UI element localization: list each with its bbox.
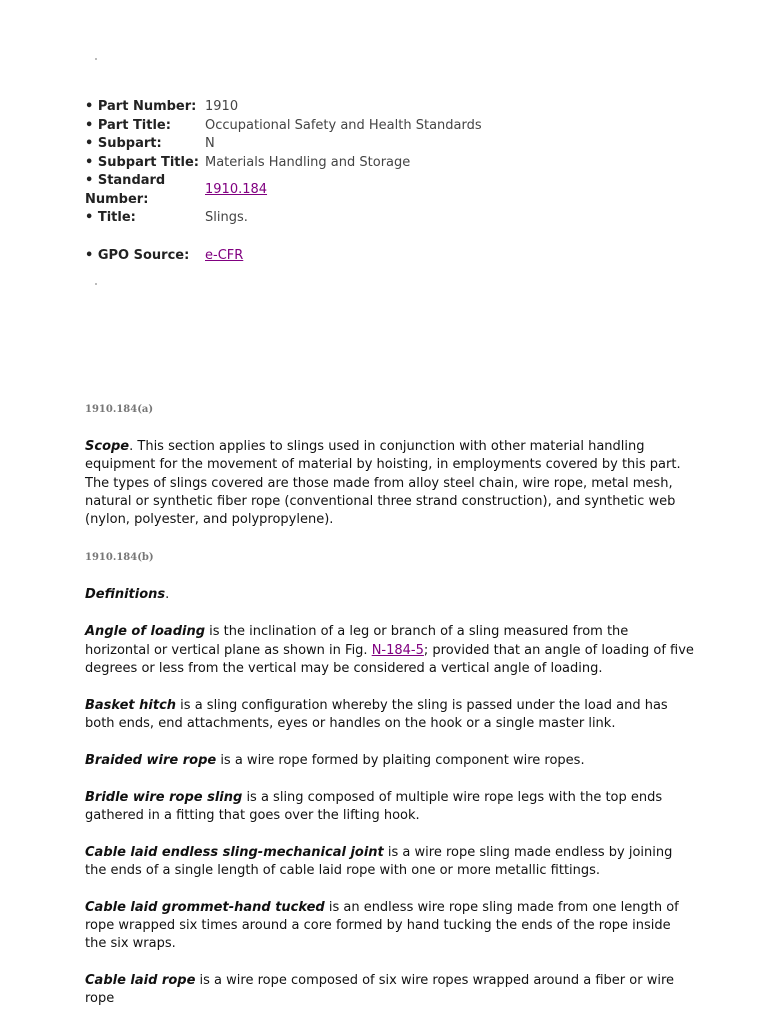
- subpart-title-row: [85, 154, 685, 173]
- definition-angle-of-loading: [85, 623, 695, 678]
- definition-cable-laid-grommet: [85, 899, 695, 954]
- definitions-heading-suffix: .: [165, 587, 170, 603]
- standard-number-label: • Standard Number:: [85, 173, 166, 207]
- subpart-label: • Subpart:: [85, 136, 162, 151]
- title-label: • Title:: [85, 210, 136, 225]
- figure-link[interactable]: N-184-5: [371, 642, 424, 658]
- spacer-row: [85, 228, 685, 247]
- definition-text: is a wire rope composed of six wire ropes wrapped around a fiber or wire rope: [85, 973, 675, 1007]
- part-number-row: [85, 98, 685, 117]
- part-number-label: • Part Number:: [85, 99, 197, 114]
- regulation-content: [85, 403, 695, 1009]
- standard-number-link[interactable]: 1910.184: [205, 182, 268, 198]
- title-row: [85, 209, 685, 228]
- definition-basket-hitch: [85, 697, 695, 734]
- part-title-label: • Part Title:: [85, 117, 171, 133]
- section-id-b: 1910.184(b): [85, 552, 154, 564]
- definitions-term: Definitions: [85, 587, 166, 603]
- definition-braided-wire-rope: [85, 752, 695, 770]
- gpo-source-row: [85, 247, 685, 266]
- subpart-row: [85, 135, 685, 154]
- part-title-value: Occupational Safety and Health Standards: [205, 117, 482, 133]
- gpo-source-link[interactable]: e-CFR: [205, 247, 244, 263]
- part-number-value: 1910: [205, 99, 239, 114]
- subpart-title-label: • Subpart Title:: [85, 154, 199, 170]
- definitions-heading: [85, 586, 695, 604]
- definition-text: is a wire rope formed by plaiting component wire ropes.: [216, 752, 585, 768]
- subpart-title-value: Materials Handling and Storage: [205, 154, 411, 170]
- definition-text: is the inclination of a leg or branch of a sling measured from the horizontal or vertical plane as shown in Fig.: [85, 624, 629, 658]
- definition-cable-laid-endless-sling: [85, 844, 695, 881]
- scope-term: Scope: [85, 439, 130, 454]
- metadata-table: [85, 98, 685, 265]
- definition-text: ; provided that an angle of loading of five degrees or less from the vertical may be considered a vertical angle of loading.: [85, 642, 694, 676]
- definition-term: Cable laid grommet-hand tucked: [85, 899, 325, 915]
- definition-bridle-wire-rope-sling: [85, 789, 695, 826]
- marker-dot: [95, 283, 97, 285]
- standard-number-row: [85, 172, 685, 209]
- definition-term: Cable laid endless sling-mechanical joint: [85, 844, 384, 860]
- subpart-value: N: [205, 136, 215, 151]
- definition-term: Angle of loading: [85, 624, 206, 640]
- gpo-source-label: • GPO Source:: [85, 247, 190, 263]
- definition-term: Braided wire rope: [85, 752, 217, 768]
- definition-cable-laid-rope: [85, 972, 695, 1009]
- definition-text: is a sling composed of multiple wire rope legs with the top ends gathered in a fitting that goes over the lifting hook.: [85, 789, 663, 823]
- part-title-row: [85, 117, 685, 136]
- top-marker: [95, 58, 97, 60]
- definition-text: is a sling configuration whereby the sling is passed under the load and has both ends, end attachments, eyes or handles on the hook or a single master link.: [85, 697, 668, 731]
- definition-text: is an endless wire rope sling made from one length of rope wrapped six times around a core formed by hand tucking the ends of the rope inside the six wraps.: [85, 899, 679, 952]
- scope-paragraph: [85, 438, 695, 529]
- definition-term: Cable laid rope: [85, 973, 196, 989]
- definition-term: Basket hitch: [85, 697, 177, 713]
- section-id-a: 1910.184(a): [85, 404, 154, 415]
- definition-term: Bridle wire rope sling: [85, 789, 243, 805]
- scope-text: . This section applies to slings used in conjunction with other material handling equipment for the movement of material by hoisting, in employments covered by this part. The types of slings covered are those made from alloy steel chain, wire rope, metal mesh, natural or synthetic fiber rope (conventional three strand construction), and synthetic web (nylon, polyester, and polypropylene).: [85, 439, 681, 528]
- title-value: Slings.: [205, 210, 248, 225]
- definition-text: is a wire rope sling made endless by joining the ends of a single length of cable laid rope with one or more metallic fittings.: [85, 844, 673, 878]
